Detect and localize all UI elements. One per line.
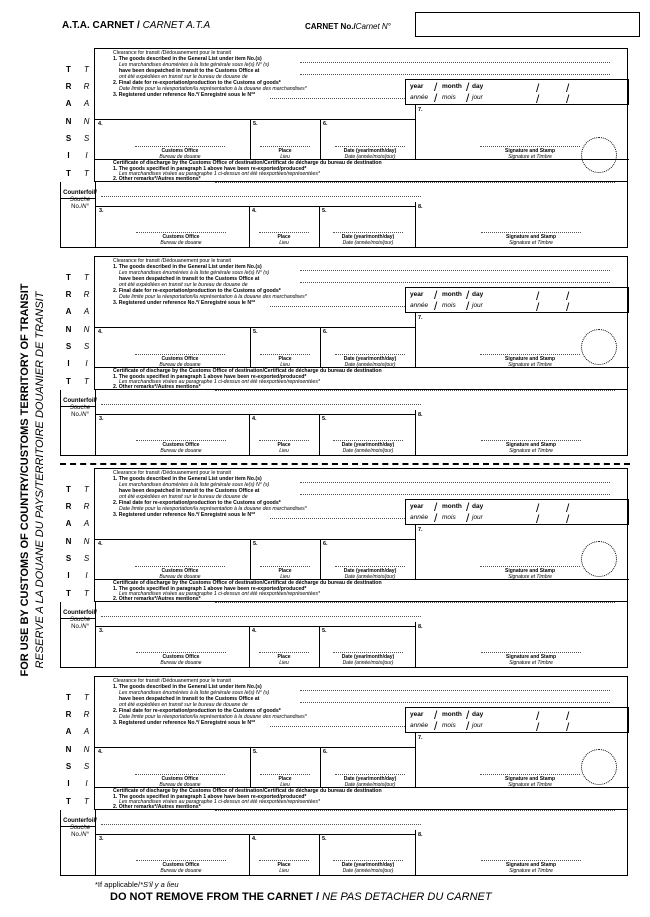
counterfoil-no-fr: N° bbox=[82, 412, 89, 418]
cf-signature-caption bbox=[481, 234, 581, 246]
clearance-line1b: have been despatched in transit to the Customs Office at bbox=[119, 488, 260, 494]
transit-letter-italic: T bbox=[84, 797, 89, 806]
counterfoil-field-4-num: 4. bbox=[252, 208, 257, 214]
signature-fr: Signature et Timbre bbox=[508, 362, 552, 368]
transit-letter: R bbox=[65, 82, 72, 91]
counterfoil-fr: Souche bbox=[69, 197, 91, 203]
day-label: day bbox=[472, 503, 484, 510]
counterfoil-field-3-num: 3. bbox=[99, 836, 104, 842]
cf-office-fr: Bureau de douane bbox=[160, 448, 202, 454]
mois-label: mois bbox=[442, 722, 456, 729]
date-en: Date (year/month/day) bbox=[343, 776, 397, 782]
transit-letter-italic: T bbox=[84, 589, 89, 598]
field-6-num: 6. bbox=[323, 121, 328, 127]
cf-date-en: Date (year/month/day) bbox=[341, 862, 395, 868]
annee-label: année bbox=[410, 302, 429, 309]
counterfoil-field-4-num: 4. bbox=[252, 628, 257, 634]
cf-signature-caption bbox=[481, 442, 581, 454]
counterfoil-label bbox=[63, 398, 97, 419]
perforation-line bbox=[60, 463, 630, 465]
transit-letter-italic: A bbox=[83, 99, 90, 108]
day-label: day bbox=[472, 291, 484, 298]
signature-fr: Signature et Timbre bbox=[508, 574, 552, 580]
transit-letter-italic: N bbox=[83, 117, 90, 126]
counterfoil-no-en: No./ bbox=[71, 204, 83, 210]
cf-office-en: Customs Office bbox=[162, 442, 200, 448]
cf-place-fr: Lieu bbox=[279, 240, 289, 246]
clearance-line1-fr: Les marchandises énumérées à la liste générale sous le(s) N° (s) bbox=[119, 62, 270, 68]
discharge-title: Certificate of discharge by the Customs Office of destination/Certificat de décharge du bureau de destination bbox=[113, 368, 382, 374]
signature-en: Signature and Stamp bbox=[504, 356, 555, 362]
annee-label: année bbox=[410, 722, 429, 729]
clearance-line2-fr: Date limite pour la réexportation/la représentation à la douane des marchandises* bbox=[119, 86, 307, 92]
cf-signature-fr: Signature et Timbre bbox=[509, 868, 553, 874]
cf-date-caption bbox=[323, 862, 413, 874]
field-7-num: 7. bbox=[418, 735, 423, 741]
cf-office-fr: Bureau de douane bbox=[160, 660, 202, 666]
clearance-line1b: have been despatched in transit to the Customs Office at bbox=[119, 276, 260, 282]
date-fr: Date (année/mois/jour) bbox=[344, 154, 396, 160]
clearance-line1: 1. The goods described in the General List under item No.(s) bbox=[113, 56, 262, 62]
clearance-line2-fr: Date limite pour la réexportation/la représentation à la douane des marchandises* bbox=[119, 294, 307, 300]
counterfoil-fr: Souche bbox=[69, 617, 91, 623]
customs-office-fr: Bureau de douane bbox=[159, 362, 201, 368]
counterfoil-fr: Souche bbox=[69, 825, 91, 831]
place-fr: Lieu bbox=[280, 362, 290, 368]
cf-signature-caption bbox=[481, 654, 581, 666]
side-banner bbox=[18, 100, 52, 860]
transit-letter: S bbox=[65, 762, 72, 771]
discharge-line1: 1. The goods specified in paragraph 1 above have been re-exported/produced* bbox=[113, 374, 307, 380]
clearance-line2: 2. Final date for re-exportation/production to the Customs of goods* bbox=[113, 80, 281, 86]
counterfoil-no-fr: N° bbox=[82, 204, 89, 210]
clearance-line3: 3. Registered under reference No.*/ Enregistré sous le N°* bbox=[113, 720, 256, 726]
field-5-num: 5. bbox=[253, 121, 258, 127]
side-banner-fr: RESERVE A LA DOUANE DU PAYS/TERRITOIRE DOUANIER DE TRANSIT bbox=[34, 291, 46, 669]
transit-letter: R bbox=[65, 710, 72, 719]
cf-place-en: Place bbox=[277, 442, 291, 448]
cf-place-en: Place bbox=[277, 862, 291, 868]
field-7-num: 7. bbox=[418, 107, 423, 113]
jour-label: jour bbox=[472, 514, 483, 521]
customs-office-en: Customs Office bbox=[161, 356, 199, 362]
discharge-line1: 1. The goods specified in paragraph 1 above have been re-exported/produced* bbox=[113, 166, 307, 172]
signature-fr: Signature et Timbre bbox=[508, 782, 552, 788]
field-5-num: 5. bbox=[253, 749, 258, 755]
transit-letter-italic: N bbox=[83, 537, 90, 546]
day-label: day bbox=[472, 83, 484, 90]
final-date-box[interactable]: year / month / day année / mois / jour / / / / bbox=[405, 499, 629, 525]
transit-letter-italic: R bbox=[83, 82, 90, 91]
clearance-line3: 3. Registered under reference No.*/ Enregistré sous le N°* bbox=[113, 300, 256, 306]
place-fr: Lieu bbox=[280, 574, 290, 580]
stamp-circle bbox=[581, 541, 617, 577]
cf-signature-en: Signature and Stamp bbox=[505, 234, 556, 240]
discharge-title: Certificate of discharge by the Customs Office of destination/Certificat de décharge du bureau de destination bbox=[113, 160, 382, 166]
cf-signature-en: Signature and Stamp bbox=[505, 654, 556, 660]
counterfoil-no-en: No./ bbox=[71, 412, 83, 418]
counterfoil-field-3-num: 3. bbox=[99, 208, 104, 214]
date-fr: Date (année/mois/jour) bbox=[344, 362, 396, 368]
footer-warning-fr: NE PAS DETACHER DU CARNET bbox=[322, 891, 492, 903]
clearance-line2: 2. Final date for re-exportation/production to the Customs of goods* bbox=[113, 500, 281, 506]
counterfoil-section bbox=[60, 182, 628, 248]
cf-office-caption bbox=[116, 862, 246, 874]
place-en: Place bbox=[278, 148, 292, 154]
counterfoil-section bbox=[60, 810, 628, 876]
transit-letter-italic: I bbox=[85, 571, 88, 580]
cf-date-caption bbox=[323, 234, 413, 246]
counterfoil-no-fr: N° bbox=[82, 832, 89, 838]
month-label: month bbox=[442, 83, 462, 90]
clearance-line2-fr: Date limite pour la réexportation/la représentation à la douane des marchandises* bbox=[119, 506, 307, 512]
month-label: month bbox=[442, 291, 462, 298]
place-en: Place bbox=[278, 776, 292, 782]
date-en: Date (year/month/day) bbox=[343, 356, 397, 362]
transit-letter-italic: I bbox=[85, 151, 88, 160]
transit-voucher bbox=[94, 256, 628, 390]
cf-office-en: Customs Office bbox=[162, 654, 200, 660]
discharge-line2: 2. Other remarks*/Autres mentions* bbox=[113, 176, 201, 182]
cf-date-fr: Date (année/mois/jour) bbox=[342, 660, 394, 666]
field-4-num: 4. bbox=[98, 121, 103, 127]
signature-en: Signature and Stamp bbox=[504, 148, 555, 154]
carnet-no-en: CARNET No./ bbox=[305, 22, 356, 31]
year-label: year bbox=[410, 503, 424, 510]
place-fr: Lieu bbox=[280, 782, 290, 788]
clearance-line1-fr: Les marchandises énumérées à la liste générale sous le(s) N° (s) bbox=[119, 270, 270, 276]
transit-letter-italic: N bbox=[83, 325, 90, 334]
counterfoil-no-fr: N° bbox=[82, 624, 89, 630]
transit-letter-italic: T bbox=[84, 65, 89, 74]
clearance-line1: 1. The goods described in the General List under item No.(s) bbox=[113, 684, 262, 690]
clearance-title: Clearance for transit /Dédouanement pour le transit bbox=[113, 50, 231, 56]
counterfoil-section bbox=[60, 390, 628, 456]
cf-place-en: Place bbox=[277, 234, 291, 240]
cf-date-en: Date (year/month/day) bbox=[341, 442, 395, 448]
customs-office-fr: Bureau de douane bbox=[159, 574, 201, 580]
customs-office-en: Customs Office bbox=[161, 776, 199, 782]
clearance-line1: 1. The goods described in the General List under item No.(s) bbox=[113, 264, 262, 270]
counterfoil-field-3-num: 3. bbox=[99, 628, 104, 634]
cf-date-caption bbox=[323, 442, 413, 454]
discharge-line1-fr: Les marchandises visées au paragraphe 1 ci-dessus ont été réexportées/représentées* bbox=[119, 591, 320, 597]
transit-letter: T bbox=[66, 797, 71, 806]
field-5-num: 5. bbox=[253, 329, 258, 335]
final-date-box[interactable]: year / month / day année / mois / jour / / / / bbox=[405, 79, 629, 105]
stamp-circle bbox=[581, 329, 617, 365]
date-en: Date (year/month/day) bbox=[343, 568, 397, 574]
transit-letter: T bbox=[66, 485, 71, 494]
transit-letter: I bbox=[67, 779, 70, 788]
transit-letter: R bbox=[65, 290, 72, 299]
transit-letter: T bbox=[66, 377, 71, 386]
field-4-num: 4. bbox=[98, 329, 103, 335]
year-label: year bbox=[410, 291, 424, 298]
place-fr: Lieu bbox=[280, 154, 290, 160]
counterfoil-en: Counterfoil/ bbox=[63, 818, 97, 824]
clearance-line1b-fr: ont été expédiées en transit sur le bureau de douane de bbox=[119, 494, 248, 500]
transit-letter: T bbox=[66, 169, 71, 178]
cf-office-caption bbox=[116, 234, 246, 246]
discharge-title: Certificate of discharge by the Customs Office of destination/Certificat de décharge du bureau de destination bbox=[113, 580, 382, 586]
jour-label: jour bbox=[472, 302, 483, 309]
month-label: month bbox=[442, 503, 462, 510]
counterfoil-en: Counterfoil/ bbox=[63, 398, 97, 404]
discharge-line2: 2. Other remarks*/Autres mentions* bbox=[113, 596, 201, 602]
voucher-block bbox=[60, 256, 628, 458]
cf-office-caption bbox=[116, 442, 246, 454]
footnote-fr: *S'il y a lieu bbox=[140, 880, 179, 889]
counterfoil-en: Counterfoil/ bbox=[63, 190, 97, 196]
counterfoil-en: Counterfoil/ bbox=[63, 610, 97, 616]
carnet-number-label bbox=[305, 22, 391, 31]
stamp-circle bbox=[581, 137, 617, 173]
cf-place-caption bbox=[254, 654, 314, 666]
transit-letter-italic: S bbox=[83, 134, 90, 143]
transit-letter-italic: T bbox=[84, 485, 89, 494]
field-6-num: 6. bbox=[323, 749, 328, 755]
transit-letter: N bbox=[65, 745, 72, 754]
field-4-num: 4. bbox=[98, 541, 103, 547]
clearance-line1-fr: Les marchandises énumérées à la liste générale sous le(s) N° (s) bbox=[119, 690, 270, 696]
counterfoil-field-4-num: 4. bbox=[252, 416, 257, 422]
transit-letter: A bbox=[65, 519, 72, 528]
cf-signature-fr: Signature et Timbre bbox=[509, 240, 553, 246]
cf-signature-caption bbox=[481, 862, 581, 874]
counterfoil-label bbox=[63, 190, 97, 211]
cf-place-fr: Lieu bbox=[279, 448, 289, 454]
transit-letter-italic: A bbox=[83, 519, 90, 528]
field-4-num: 4. bbox=[98, 749, 103, 755]
clearance-line1b-fr: ont été expédiées en transit sur le bureau de douane de bbox=[119, 74, 248, 80]
discharge-line2: 2. Other remarks*/Autres mentions* bbox=[113, 804, 201, 810]
transit-letter: T bbox=[66, 65, 71, 74]
jour-label: jour bbox=[472, 94, 483, 101]
transit-letter: N bbox=[65, 325, 72, 334]
clearance-line1-fr: Les marchandises énumérées à la liste générale sous le(s) N° (s) bbox=[119, 482, 270, 488]
transit-letter-italic: I bbox=[85, 359, 88, 368]
clearance-line2: 2. Final date for re-exportation/production to the Customs of goods* bbox=[113, 708, 281, 714]
final-date-box[interactable]: year / month / day année / mois / jour / / / / bbox=[405, 287, 629, 313]
cf-place-caption bbox=[254, 234, 314, 246]
annee-label: année bbox=[410, 94, 429, 101]
footnote-en: *If applicable/ bbox=[95, 880, 141, 889]
month-label: month bbox=[442, 711, 462, 718]
counterfoil-field-8-num: 8. bbox=[418, 624, 423, 630]
transit-letter-italic: S bbox=[83, 342, 90, 351]
customs-office-en: Customs Office bbox=[161, 148, 199, 154]
cf-date-fr: Date (année/mois/jour) bbox=[342, 240, 394, 246]
voucher-block bbox=[60, 468, 628, 670]
cf-date-en: Date (year/month/day) bbox=[341, 234, 395, 240]
cf-place-caption bbox=[254, 442, 314, 454]
discharge-line1: 1. The goods specified in paragraph 1 above have been re-exported/produced* bbox=[113, 794, 307, 800]
clearance-title: Clearance for transit /Dédouanement pour le transit bbox=[113, 678, 231, 684]
clearance-line3: 3. Registered under reference No.*/ Enregistré sous le N°* bbox=[113, 512, 256, 518]
counterfoil-field-5-num: 5. bbox=[322, 416, 327, 422]
mois-label: mois bbox=[442, 302, 456, 309]
transit-letter: S bbox=[65, 134, 72, 143]
clearance-title: Clearance for transit /Dédouanement pour le transit bbox=[113, 258, 231, 264]
counterfoil-no-en: No./ bbox=[71, 624, 83, 630]
year-label: year bbox=[410, 711, 424, 718]
counterfoil-field-5-num: 5. bbox=[322, 836, 327, 842]
transit-voucher bbox=[94, 48, 628, 182]
signature-en: Signature and Stamp bbox=[504, 568, 555, 574]
cf-office-en: Customs Office bbox=[162, 234, 200, 240]
cf-place-caption bbox=[254, 862, 314, 874]
title-en: A.T.A. CARNET / bbox=[62, 20, 140, 31]
transit-letter-italic: T bbox=[84, 273, 89, 282]
transit-letter: S bbox=[65, 342, 72, 351]
discharge-line1-fr: Les marchandises visées au paragraphe 1 ci-dessus ont été réexportées/représentées* bbox=[119, 379, 320, 385]
transit-letter-italic: R bbox=[83, 710, 90, 719]
discharge-line1-fr: Les marchandises visées au paragraphe 1 ci-dessus ont été réexportées/représentées* bbox=[119, 171, 320, 177]
counterfoil-section bbox=[60, 602, 628, 668]
transit-letter-italic: S bbox=[83, 762, 90, 771]
field-7-num: 7. bbox=[418, 315, 423, 321]
transit-letter: N bbox=[65, 537, 72, 546]
transit-letter-italic: T bbox=[84, 377, 89, 386]
counterfoil-field-4-num: 4. bbox=[252, 836, 257, 842]
cf-place-fr: Lieu bbox=[279, 868, 289, 874]
clearance-line2: 2. Final date for re-exportation/production to the Customs of goods* bbox=[113, 288, 281, 294]
transit-letter: R bbox=[65, 502, 72, 511]
jour-label: jour bbox=[472, 722, 483, 729]
clearance-line1: 1. The goods described in the General List under item No.(s) bbox=[113, 476, 262, 482]
counterfoil-field-8-num: 8. bbox=[418, 204, 423, 210]
clearance-line1b: have been despatched in transit to the Customs Office at bbox=[119, 696, 260, 702]
cf-office-fr: Bureau de douane bbox=[160, 868, 202, 874]
transit-letter-italic: T bbox=[84, 693, 89, 702]
counterfoil-field-5-num: 5. bbox=[322, 628, 327, 634]
counterfoil-field-8-num: 8. bbox=[418, 412, 423, 418]
transit-letter: I bbox=[67, 571, 70, 580]
transit-letter: S bbox=[65, 554, 72, 563]
field-6-num: 6. bbox=[323, 541, 328, 547]
counterfoil-field-3-num: 3. bbox=[99, 416, 104, 422]
mois-label: mois bbox=[442, 514, 456, 521]
final-date-box[interactable]: year / month / day année / mois / jour / / / / bbox=[405, 707, 629, 733]
cf-place-fr: Lieu bbox=[279, 660, 289, 666]
transit-letter-italic: I bbox=[85, 779, 88, 788]
voucher-block bbox=[60, 48, 628, 250]
footer-warning-en: DO NOT REMOVE FROM THE CARNET / bbox=[110, 891, 319, 903]
discharge-title: Certificate of discharge by the Customs Office of destination/Certificat de décharge du bureau de destination bbox=[113, 788, 382, 794]
transit-letter: T bbox=[66, 273, 71, 282]
side-banner-en: FOR USE BY CUSTOMS OF COUNTRY/CUSTOMS TERRITORY OF TRANSIT bbox=[19, 283, 31, 677]
cf-signature-fr: Signature et Timbre bbox=[509, 660, 553, 666]
title-fr: CARNET A.T.A bbox=[142, 20, 211, 31]
annee-label: année bbox=[410, 514, 429, 521]
cf-office-fr: Bureau de douane bbox=[160, 240, 202, 246]
transit-letter-italic: N bbox=[83, 745, 90, 754]
customs-office-fr: Bureau de douane bbox=[159, 154, 201, 160]
discharge-line1: 1. The goods specified in paragraph 1 above have been re-exported/produced* bbox=[113, 586, 307, 592]
transit-letter-italic: A bbox=[83, 307, 90, 316]
customs-office-en: Customs Office bbox=[161, 568, 199, 574]
voucher-block bbox=[60, 676, 628, 878]
field-7-num: 7. bbox=[418, 527, 423, 533]
transit-letter: T bbox=[66, 693, 71, 702]
transit-letter: A bbox=[65, 99, 72, 108]
clearance-line1b-fr: ont été expédiées en transit sur le bureau de douane de bbox=[119, 702, 248, 708]
transit-letter: A bbox=[65, 307, 72, 316]
cf-signature-fr: Signature et Timbre bbox=[509, 448, 553, 454]
clearance-line3: 3. Registered under reference No.*/ Enregistré sous le N°* bbox=[113, 92, 256, 98]
discharge-line1-fr: Les marchandises visées au paragraphe 1 ci-dessus ont été réexportées/représentées* bbox=[119, 799, 320, 805]
transit-voucher bbox=[94, 676, 628, 810]
date-fr: Date (année/mois/jour) bbox=[344, 574, 396, 580]
counterfoil-field-5-num: 5. bbox=[322, 208, 327, 214]
discharge-line2: 2. Other remarks*/Autres mentions* bbox=[113, 384, 201, 390]
transit-letter: I bbox=[67, 359, 70, 368]
cf-office-caption bbox=[116, 654, 246, 666]
cf-signature-en: Signature and Stamp bbox=[505, 442, 556, 448]
field-6-num: 6. bbox=[323, 329, 328, 335]
transit-letter: N bbox=[65, 117, 72, 126]
transit-letter-italic: R bbox=[83, 290, 90, 299]
cf-date-en: Date (year/month/day) bbox=[341, 654, 395, 660]
field-5-num: 5. bbox=[253, 541, 258, 547]
customs-office-fr: Bureau de douane bbox=[159, 782, 201, 788]
signature-en: Signature and Stamp bbox=[504, 776, 555, 782]
signature-fr: Signature et Timbre bbox=[508, 154, 552, 160]
date-en: Date (year/month/day) bbox=[343, 148, 397, 154]
clearance-title: Clearance for transit /Dédouanement pour le transit bbox=[113, 470, 231, 476]
transit-letter-italic: R bbox=[83, 502, 90, 511]
transit-letter-italic: S bbox=[83, 554, 90, 563]
counterfoil-no-en: No./ bbox=[71, 832, 83, 838]
clearance-line2-fr: Date limite pour la réexportation/la représentation à la douane des marchandises* bbox=[119, 714, 307, 720]
cf-date-caption bbox=[323, 654, 413, 666]
year-label: year bbox=[410, 83, 424, 90]
counterfoil-label bbox=[63, 818, 97, 839]
transit-letter-italic: T bbox=[84, 169, 89, 178]
cf-office-en: Customs Office bbox=[162, 862, 200, 868]
counterfoil-field-8-num: 8. bbox=[418, 832, 423, 838]
clearance-line1b-fr: ont été expédiées en transit sur le bureau de douane de bbox=[119, 282, 248, 288]
mois-label: mois bbox=[442, 94, 456, 101]
transit-voucher bbox=[94, 468, 628, 602]
transit-letter: A bbox=[65, 727, 72, 736]
transit-letter: I bbox=[67, 151, 70, 160]
carnet-title bbox=[62, 20, 210, 31]
cf-date-fr: Date (année/mois/jour) bbox=[342, 868, 394, 874]
counterfoil-label bbox=[63, 610, 97, 631]
counterfoil-fr: Souche bbox=[69, 405, 91, 411]
footer-warning bbox=[110, 891, 492, 903]
carnet-no-fr: Carnet N° bbox=[355, 22, 391, 31]
place-en: Place bbox=[278, 356, 292, 362]
cf-signature-en: Signature and Stamp bbox=[505, 862, 556, 868]
footnote bbox=[95, 880, 179, 889]
cf-date-fr: Date (année/mois/jour) bbox=[342, 448, 394, 454]
carnet-number-field[interactable] bbox=[415, 12, 640, 37]
day-label: day bbox=[472, 711, 484, 718]
cf-place-en: Place bbox=[277, 654, 291, 660]
place-en: Place bbox=[278, 568, 292, 574]
clearance-line1b: have been despatched in transit to the Customs Office at bbox=[119, 68, 260, 74]
transit-letter-italic: A bbox=[83, 727, 90, 736]
date-fr: Date (année/mois/jour) bbox=[344, 782, 396, 788]
transit-letter: T bbox=[66, 589, 71, 598]
stamp-circle bbox=[581, 749, 617, 785]
